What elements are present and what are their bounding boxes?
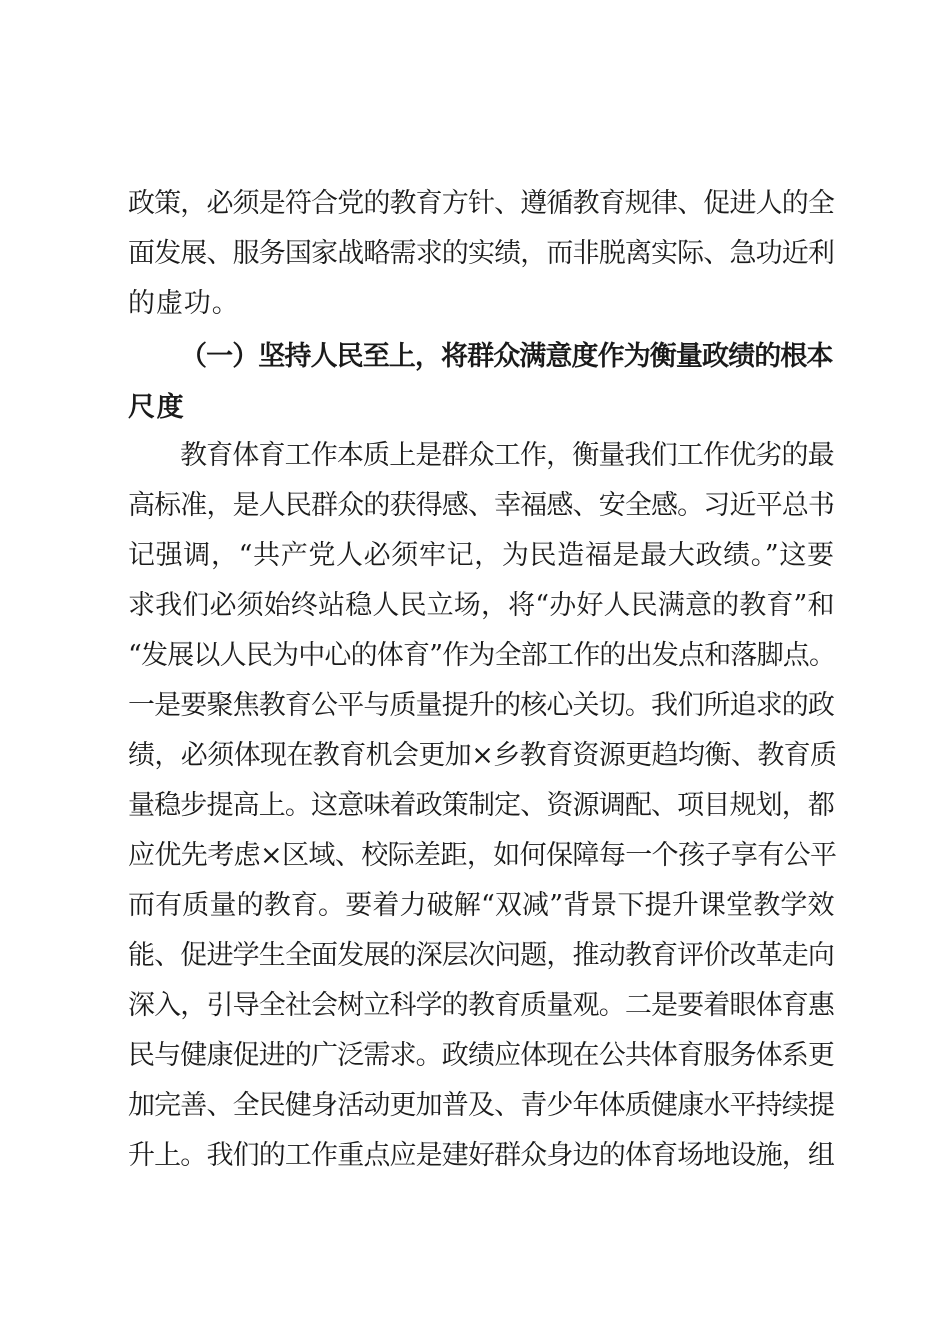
- body-text-line: “发展以人民为中心的体育”作为全部工作的出发点和落脚点。: [128, 640, 836, 671]
- body-text-line: 升上。我们的工作重点应是建好群众身边的体育场地设施，组: [128, 1140, 835, 1171]
- body-text-line: 政策，必须是符合党的教育方针、遵循教育规律、促进人的全: [128, 188, 835, 219]
- body-text-line: 教育体育工作本质上是群众工作，衡量我们工作优劣的最: [180, 440, 834, 471]
- body-text-line: 面发展、服务国家战略需求的实绩，而非脱离实际、急功近利: [128, 238, 835, 269]
- body-text-line: 的虚功。: [128, 288, 240, 319]
- body-text-line: 绩，必须体现在教育机会更加×乡教育资源更趋均衡、教育质: [128, 740, 837, 771]
- body-text-line: 一是要聚焦教育公平与质量提升的核心关切。我们所追求的政: [128, 690, 835, 721]
- body-text-line: 而有质量的教育。要着力破解“双减”背景下提升课堂教学效: [128, 890, 835, 921]
- body-text-line: 加完善、全民健身活动更加普及、青少年体质健康水平持续提: [128, 1090, 835, 1121]
- body-text-line: 应优先考虑×区域、校际差距，如何保障每一个孩子享有公平: [128, 840, 837, 871]
- body-text-line: 民与健康促进的广泛需求。政绩应体现在公共体育服务体系更: [128, 1040, 835, 1071]
- body-text-line: 记强调，“共产党人必须牢记，为民造福是最大政绩。”这要: [128, 540, 835, 571]
- body-text-line: 求我们必须始终站稳人民立场，将“办好人民满意的教育”和: [128, 590, 835, 621]
- body-text-line: 深入，引导全社会树立科学的教育质量观。二是要着眼体育惠: [128, 990, 835, 1021]
- body-text-line: 高标准，是人民群众的获得感、幸福感、安全感。习近平总书: [128, 490, 835, 521]
- section-heading-line: （一）坚持人民至上，将群众满意度作为衡量政绩的根本: [180, 341, 833, 372]
- body-text-line: 能、促进学生全面发展的深层次问题，推动教育评价改革走向: [128, 940, 835, 971]
- section-heading-line: 尺度: [128, 392, 186, 423]
- body-text-line: 量稳步提高上。这意味着政策制定、资源调配、项目规划，都: [128, 790, 835, 821]
